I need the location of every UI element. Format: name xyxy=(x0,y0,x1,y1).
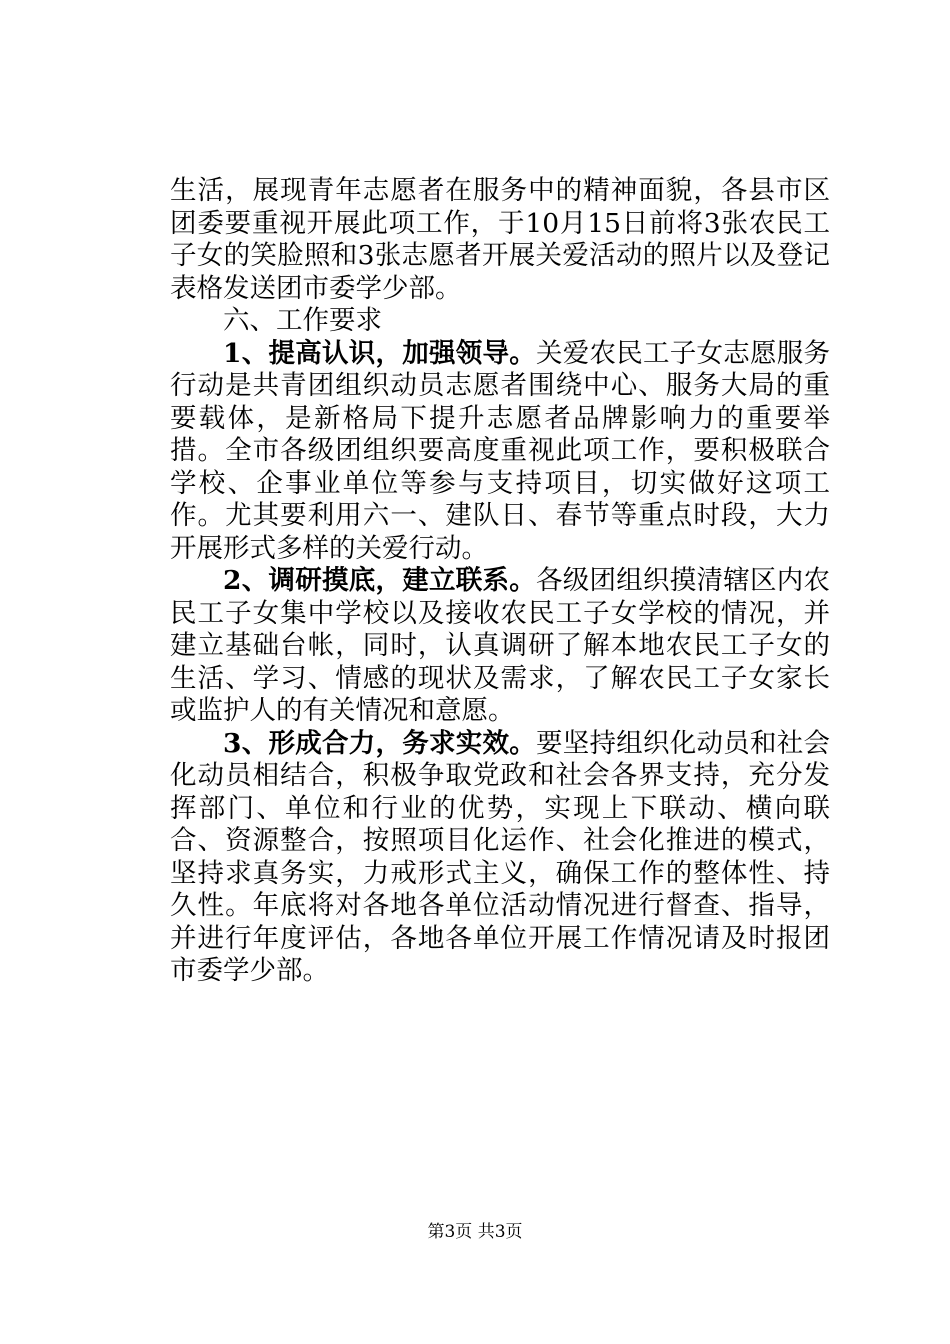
requirement-item-1 xyxy=(170,338,830,566)
page-number-label: 第3页 共3页 xyxy=(427,1222,523,1242)
paragraph-text: 生活，展现青年志愿者在服务中的精神面貌，各县市区团委要重视开展此项工作，于10月15日前将3张农民工子女的笑脸照和3张志愿者开展关爱活动的照片以及登记表格发送团市委学少部。 xyxy=(170,175,830,304)
requirement-item-lead: 2、调研摸底，建立联系。 xyxy=(223,565,536,596)
requirement-item-text: 要坚持组织化动员和社会化动员相结合，积极争取党政和社会各界支持，充分发挥部门、单位和行业的优势，实现上下联动、横向联合、资源整合，按照项目化运作、社会化推进的模式，坚持求真务实，力戒形式主义，确保工作的整体性、持久性。年底将对各地各单位活动情况进行督查、指导，并进行年度评估，各地各单位开展工作情况请及时报团市委学少部。 xyxy=(170,727,830,986)
paragraph-continuation xyxy=(170,175,830,305)
requirement-item-text: 关爱农民工子女志愿服务行动是共青团组织动员志愿者围绕中心、服务大局的重要载体，是新格局下提升志愿者品牌影响力的重要举措。全市各级团组织要高度重视此项工作，要积极联合学校、企事业单位等参与支持项目，切实做好这项工作。尤其要利用六一、建队日、春节等重点时段，大力开展形式多样的关爱行动。 xyxy=(170,337,830,564)
requirement-item-lead: 3、形成合力，务求实效。 xyxy=(223,727,536,759)
requirement-item-lead: 1、提高认识，加强领导。 xyxy=(223,337,536,369)
requirement-item-text: 各级团组织摸清辖区内农民工子女集中学校以及接收农民工子女学校的情况，并建立基础台帐，同时，认真调研了解本地农民工子女的生活、学习、情感的现状及需求，了解农民工子女家长或监护人的有关情况和意愿。 xyxy=(170,565,830,726)
document-body xyxy=(170,175,830,988)
requirement-item-2 xyxy=(170,565,830,728)
page-footer xyxy=(0,1217,950,1242)
requirement-item-3 xyxy=(170,728,830,988)
section-heading xyxy=(170,305,830,338)
section-heading-text: 六、工作要求 xyxy=(223,305,382,336)
